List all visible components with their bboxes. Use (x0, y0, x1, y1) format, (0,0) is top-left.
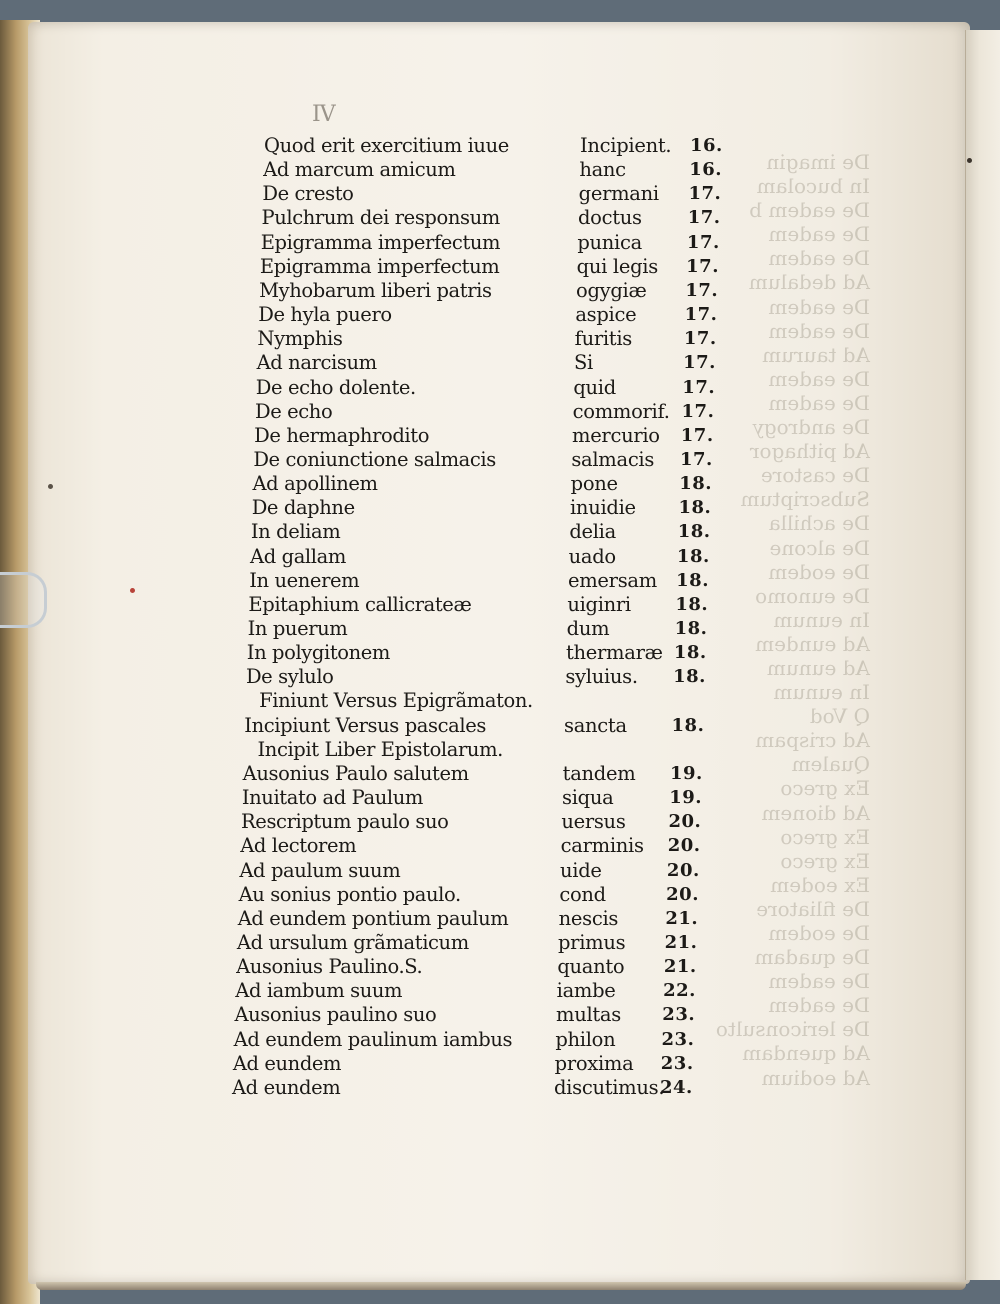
entry-folio: 18. (673, 642, 707, 664)
entry-title: Epigramma imperfectum (260, 230, 501, 254)
entry-folio: 19. (669, 787, 703, 809)
entry-folio: 20. (667, 835, 701, 857)
entry-incipit: uide (560, 858, 602, 882)
entry-incipit: hanc (579, 158, 626, 182)
ink-dot (130, 588, 135, 593)
entry-folio: 23. (661, 1028, 695, 1050)
entry-incipit: primus (558, 930, 626, 954)
entry-title: Ad eundem (232, 1051, 342, 1075)
entry-incipit: inuidie (570, 496, 636, 520)
entry-incipit: iambe (556, 979, 616, 1003)
entry-incipit: uado (568, 544, 616, 568)
entry-folio: 20. (668, 811, 702, 833)
entry-incipit: salmacis (571, 447, 655, 471)
entry-title: Pulchrum dei responsum (261, 206, 500, 230)
entry-folio: 17. (682, 376, 716, 398)
section-heading: Incipit Liber Epistolarum. (257, 737, 503, 761)
entry-title: Epitaphium callicrateæ (248, 592, 472, 616)
entry-title: Ad eundem paulinum iambus (233, 1027, 513, 1051)
entry-incipit: multas (556, 1003, 621, 1027)
entry-folio: 21. (665, 907, 699, 929)
entry-folio: 16. (690, 135, 723, 156)
entry-incipit: quanto (557, 955, 625, 979)
section-heading: Finiunt Versus Epigrãmaton. (259, 689, 533, 713)
entry-incipit: commorif. (572, 399, 670, 423)
entry-incipit: uersus (561, 810, 626, 834)
entry-title: Ad ursulum grãmaticum (236, 930, 469, 954)
entry-title: De daphne (251, 496, 355, 520)
entry-title: Ad narcisum (256, 351, 377, 375)
signature-mark: IV (312, 102, 335, 127)
entry-incipit: Si (574, 351, 593, 375)
entry-title: In deliam (250, 520, 341, 544)
show-through-text: De imagin In bucolam De eadem b De eadem De eadem Ad dedalum De eadem De eadem Ad taurum De eadem De eadem De androgy Ad pithagor De castore Subscriptum De achilla De alcone De eodem De eunomo In eunum Ad eundem Ad eunum In eunum Q Vod Ad crispam Qualem Ex greco Ad dionem Ex greco Ex greco Ex eodem De filiatore De eodem De quadam De eadem De eadem De lericonsulto Ad quendam Ad eodium (715, 150, 870, 1090)
entry-title: Epigramma imperfectum (259, 254, 500, 278)
entry-incipit: ogygiæ (576, 278, 647, 302)
entry-title: Nymphis (257, 327, 343, 351)
entry-folio: 24. (660, 1076, 693, 1098)
entry-folio: 20. (666, 883, 699, 905)
entry-incipit: Incipient. (580, 134, 672, 157)
entry-folio: 17. (681, 400, 715, 422)
entry-incipit: carminis (560, 834, 644, 858)
entry-title: Ad lectorem (240, 834, 357, 858)
entry-incipit: furitis (574, 327, 632, 351)
entry-incipit: aspice (575, 303, 637, 327)
entry-title: De coniunctione salmacis (253, 447, 496, 471)
entry-incipit: qui legis (576, 254, 658, 278)
entry-title: Incipiunt Versus pascales (244, 713, 486, 737)
entry-incipit: syluius. (565, 665, 638, 689)
entry-incipit: thermaræ (566, 641, 663, 665)
entry-folio: 17. (683, 328, 717, 350)
entry-title: Ad paulum suum (239, 858, 401, 882)
entry-incipit: mercurio (572, 423, 660, 447)
entry-incipit: nescis (558, 906, 619, 930)
entry-title: Au sonius pontio paulo. (238, 882, 461, 906)
entry-folio: 21. (664, 931, 698, 953)
entry-incipit: delia (569, 520, 616, 544)
entry-title: Ad eundem pontium paulum (237, 906, 509, 930)
entry-folio: 18. (676, 569, 709, 591)
entry-title: In polygitonem (246, 641, 390, 665)
entry-folio: 17. (685, 279, 719, 301)
entry-incipit: punica (577, 230, 642, 254)
entry-folio: 17. (680, 448, 713, 470)
entry-folio: 23. (660, 1052, 694, 1074)
entry-incipit: tandem (562, 761, 636, 785)
entry-folio: 22. (663, 980, 696, 1002)
ink-dot (48, 484, 53, 489)
entry-incipit: emersam (568, 568, 657, 592)
entry-title: De cresto (262, 182, 354, 206)
entry-folio: 19. (670, 762, 703, 784)
entry-folio: 17. (684, 304, 718, 326)
entry-title: Ad gallam (250, 544, 346, 568)
entry-folio: 17. (686, 255, 719, 277)
entry-title: Rescriptum paulo suo (241, 810, 449, 834)
entry-folio: 16. (689, 159, 723, 181)
ink-dot (967, 158, 972, 163)
entry-title: De echo (254, 399, 333, 423)
entry-incipit: pone (570, 472, 618, 496)
entry-folio: 18. (673, 666, 706, 688)
entry-incipit: germani (578, 182, 659, 206)
entry-title: Ausonius Paulo salutem (242, 761, 469, 785)
entry-title: In uenerem (249, 568, 360, 592)
entry-incipit: sancta (564, 713, 627, 737)
entry-title: Quod erit exercitium iuue (264, 134, 509, 157)
entry-folio: 17. (687, 207, 721, 229)
entry-folio: 18. (675, 593, 709, 615)
page-bottom-edge (36, 1282, 966, 1290)
entry-title: Inuitato ad Paulum (241, 786, 423, 810)
entry-folio: 17. (680, 424, 714, 446)
entry-incipit: quid (573, 375, 616, 399)
entry-folio: 18. (677, 521, 711, 543)
entry-title: Myhobarum liberi patris (259, 278, 492, 302)
entry-title: Ad apollinem (252, 472, 378, 496)
entry-title: De echo dolente. (255, 375, 416, 399)
entry-folio: 18. (674, 618, 708, 639)
entry-incipit: doctus (578, 206, 642, 230)
entry-folio: 17. (683, 352, 716, 374)
entry-title: Ad iambum suum (235, 979, 403, 1003)
entry-title: Ausonius paulino suo (234, 1003, 437, 1027)
entry-incipit: siqua (562, 786, 614, 810)
entry-folio: 23. (662, 1004, 696, 1026)
facing-page-edge (965, 30, 1000, 1280)
entry-incipit: uiginri (567, 592, 631, 616)
entry-title: Ad eundem (232, 1075, 341, 1099)
entry-folio: 21. (663, 956, 697, 978)
entry-folio: 18. (676, 545, 710, 567)
entry-title: De sylulo (245, 665, 334, 689)
entry-folio: 17. (688, 183, 722, 205)
entry-incipit: proxima (554, 1051, 634, 1075)
entry-folio: 17. (686, 231, 720, 253)
entry-incipit: dum (566, 617, 610, 640)
entry-incipit: discutimus. (554, 1075, 665, 1099)
paper-clip (0, 572, 47, 628)
entry-title: Ausonius Paulino.S. (236, 955, 423, 979)
entry-title: In puerum (247, 617, 348, 640)
entry-title: Ad marcum amicum (263, 158, 456, 182)
entry-folio: 18. (671, 714, 705, 736)
entry-title: De hermaphrodito (254, 423, 430, 447)
entry-incipit: cond (559, 882, 606, 906)
entry-folio: 20. (666, 859, 700, 881)
entry-folio: 18. (678, 497, 712, 519)
entry-title: De hyla puero (258, 303, 392, 327)
entry-incipit: philon (555, 1027, 616, 1051)
entry-folio: 18. (679, 473, 713, 495)
